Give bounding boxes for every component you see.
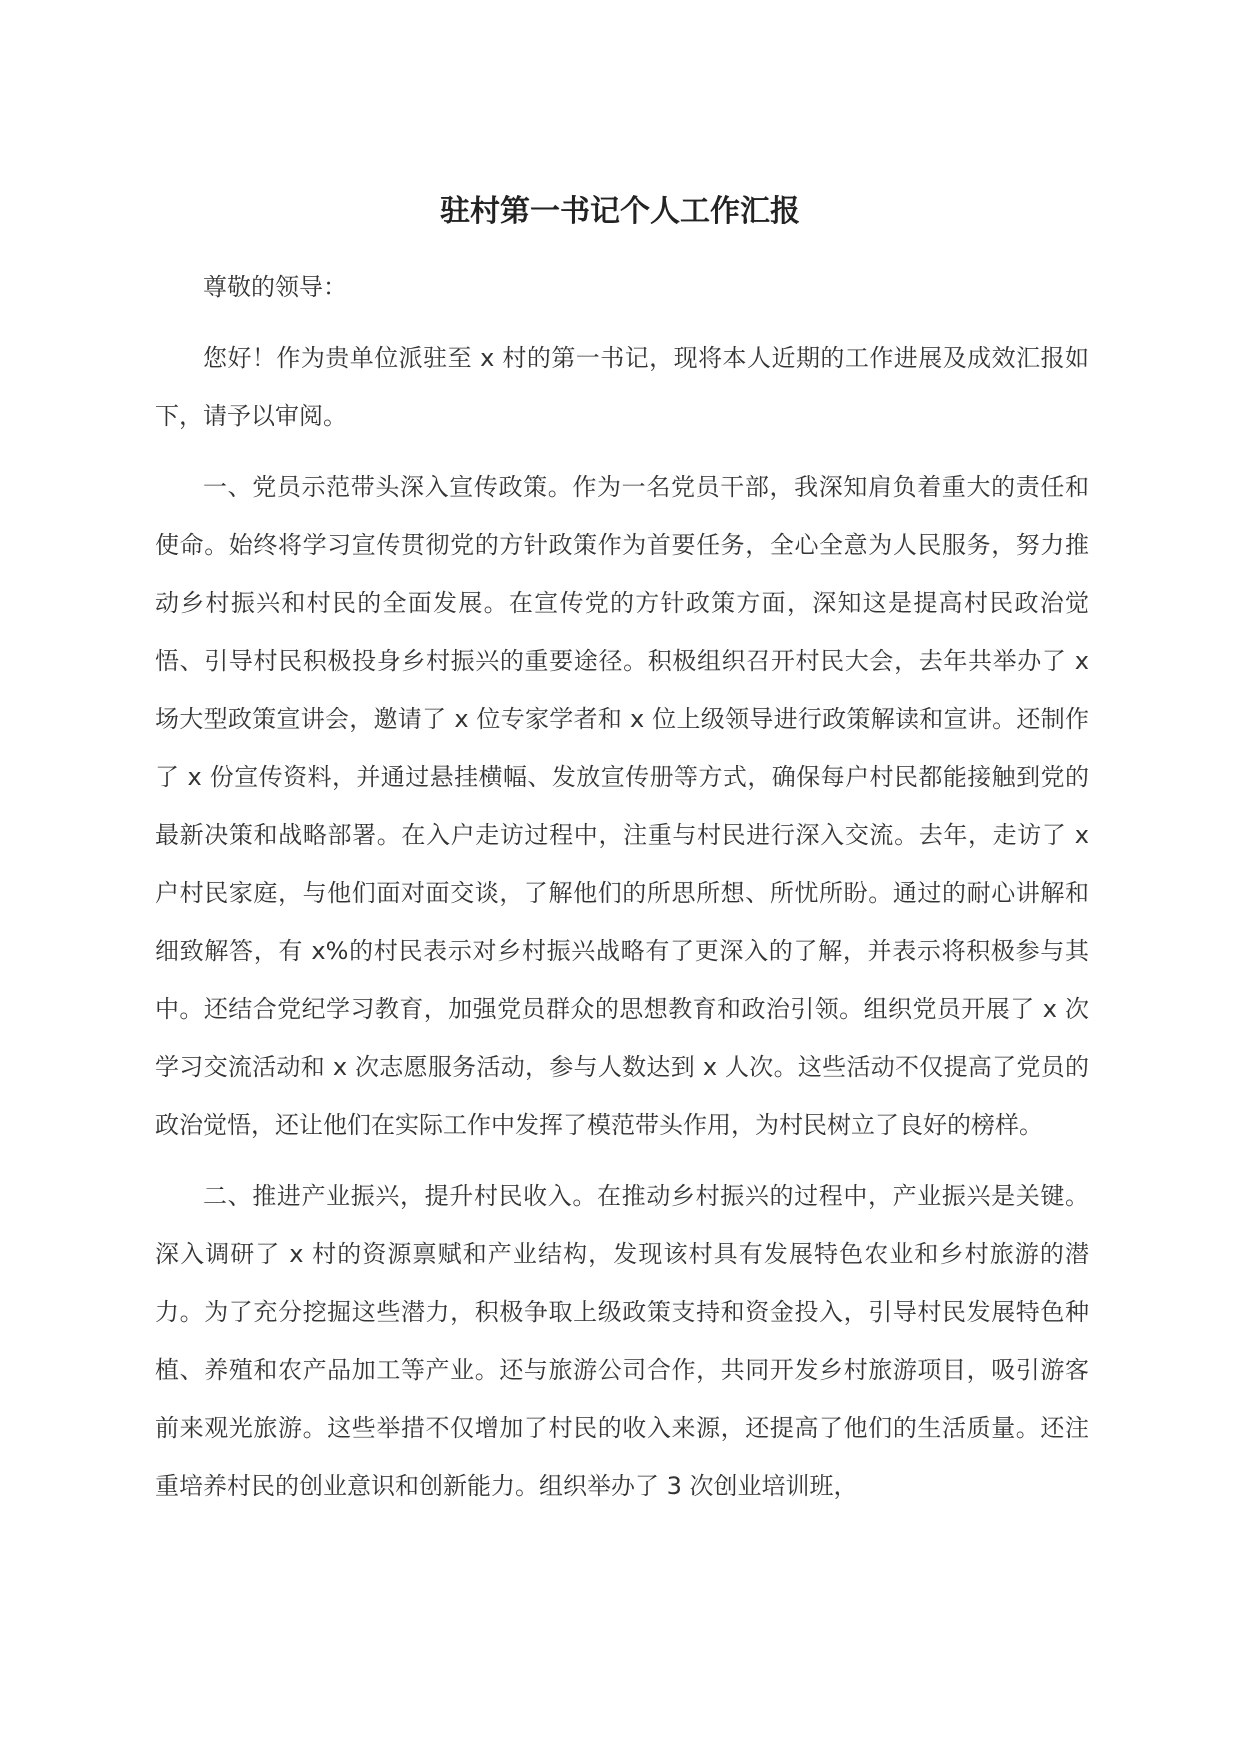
paragraph-section-two: 二、推进产业振兴，提升村民收入。在推动乡村振兴的过程中，产业振兴是关键。深入调研了 x 村的资源禀赋和产业结构，发现该村具有发展特色农业和乡村旅游的潜力。为了充分挖掘这些潜力，积极争取上级政策支持和资金投入，引导村民发展特色种植、养殖和农产品加工等产业。还与旅游公司合作，共同开发乡村旅游项目，吸引游客前来观光旅游。这些举措不仅增加了村民的收入来源，还提高了他们的生活质量。还注重培养村民的创业意识和创新能力。组织举办了 3 次创业培训班，: [155, 1182, 1089, 1500]
paragraph-greeting: 您好！作为贵单位派驻至 x 村的第一书记，现将本人近期的工作进展及成效汇报如下，请予以审阅。: [155, 344, 1089, 430]
salutation: 尊敬的领导：: [203, 273, 347, 301]
paragraph-section-one: 一、党员示范带头深入宣传政策。作为一名党员干部，我深知肩负着重大的责任和使命。始终将学习宣传贯彻党的方针政策作为首要任务，全心全意为人民服务，努力推动乡村振兴和村民的全面发展。在宣传党的方针政策方面，深知这是提高村民政治觉悟、引导村民积极投身乡村振兴的重要途径。积极组织召开村民大会，去年共举办了 x 场大型政策宣讲会，邀请了 x 位专家学者和 x 位上级领导进行政策解读和宣讲。还制作了 x 份宣传资料，并通过悬挂横幅、发放宣传册等方式，确保每户村民都能接触到党的最新决策和战略部署。在入户走访过程中，注重与村民进行深入交流。去年，走访了 x 户村民家庭，与他们面对面交谈，了解他们的所思所想、所忧所盼。通过的耐心讲解和细致解答，有 x%的村民表示对乡村振兴战略有了更深入的了解，并表示将积极参与其中。还结合党纪学习教育，加强党员群众的思想教育和政治引领。组织党员开展了 x 次学习交流活动和 x 次志愿服务活动，参与人数达到 x 人次。这些活动不仅提高了党员的政治觉悟，还让他们在实际工作中发挥了模范带头作用，为村民树立了良好的榜样。: [155, 473, 1089, 1139]
document-title: 驻村第一书记个人工作汇报: [440, 194, 800, 229]
document-body: [155, 258, 1089, 1528]
